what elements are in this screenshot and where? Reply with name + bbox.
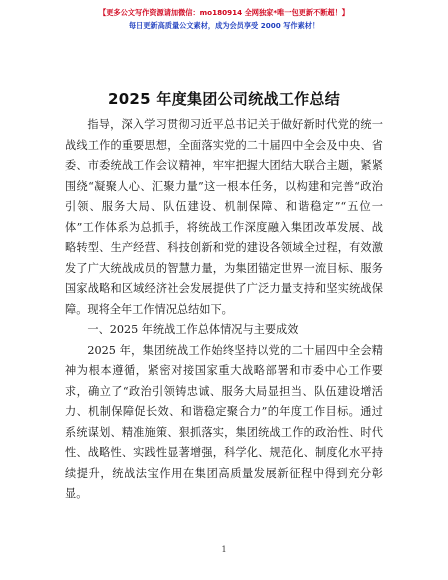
document-body xyxy=(65,115,383,505)
section-paragraph: 2025 年，集团统战工作始终坚持以党的二十届四中全会精神为根本遵循，紧密对接国家重大战略部署和市委中心工作要求，确立了“政治引领铸忠诚、服务大局显担当、队伍建设增活力、机制保障促长效、和谐稳定聚合力”的年度工作目标。通过系统谋划、精准施策、狠抓落实，集团统战工作的政治性、时代性、战略性、实践性显著增强，科学化、规范化、制度化水平持续提升，统战法宝作用在集团高质量发展新征程中得到充分彰显。 xyxy=(65,343,383,500)
promo-banner xyxy=(0,7,448,31)
page-number: 1 xyxy=(221,545,227,554)
banner-line-2: 每日更新高质量公文素材，成为会员享受 2000 写作素材！ xyxy=(128,21,320,30)
document-title: 2025 年度集团公司统战工作总结 xyxy=(107,90,341,108)
section-heading: 一、2025 年统战工作总体情况与主要成效 xyxy=(87,323,299,336)
intro-paragraph: 指导，深入学习贯彻习近平总书记关于做好新时代党的统一战线工作的重要思想，全面落实党的二十届四中全会及中央、省委、市委统战工作会议精神，牢牢把握大团结大联合主题，紧紧围绕“凝聚人心、汇聚力量”这一根本任务，以构建和完善“政治引领、服务大局、队伍建设、机制保障、和谐稳定”“五位一体”工作体系为总抓手，将统战工作深度融入集团改革发展、战略转型、生产经营、科技创新和党的建设各领域全过程，有效激发了广大统战成员的智慧力量，为集团锚定世界一流目标、服务国家战略和区域经济社会发展提供了广泛力量支持和坚实统战保障。现将全年工作情况总结如下。 xyxy=(65,118,383,316)
banner-line-1: 【更多公文写作资源请加微信：mo180914 全网独家*唯一包更新不断超！】 xyxy=(99,8,349,17)
